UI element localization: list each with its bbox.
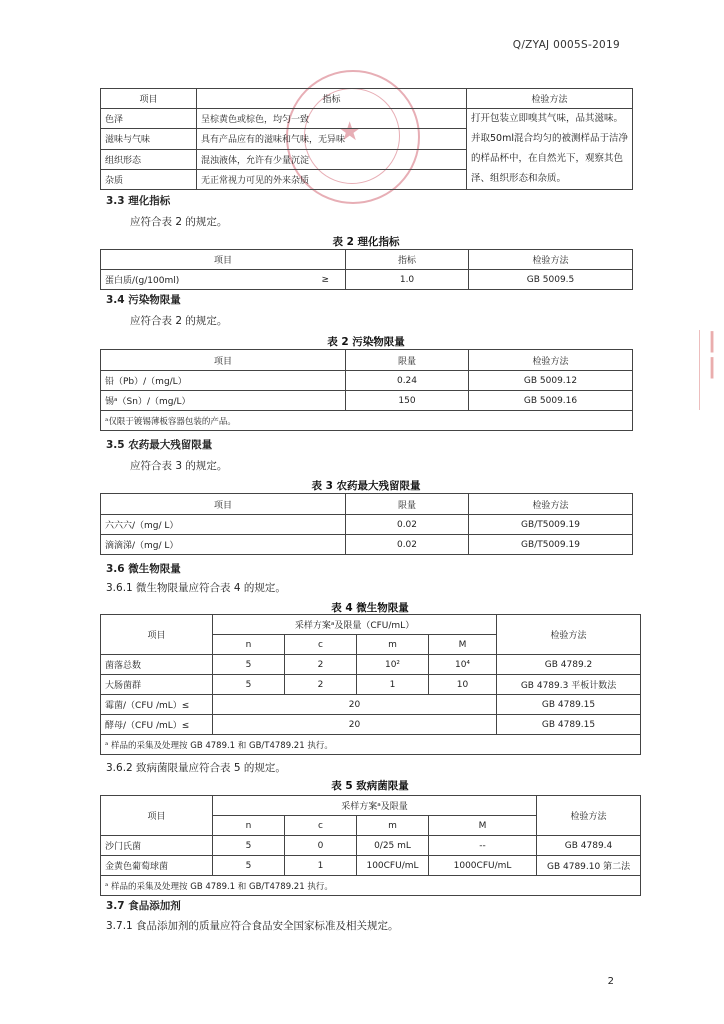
col-header-item: 项目 — [101, 615, 213, 655]
table-cell: 滴滴涕/（mg/ L） — [101, 535, 346, 555]
table-cell: GB 5009.16 — [469, 391, 633, 411]
table-cell: 0 — [285, 836, 357, 856]
table-cell: 1 — [357, 675, 429, 695]
table-cell: 10 — [429, 675, 497, 695]
table-cell: 1.0 — [346, 270, 469, 290]
table-cell: 0.24 — [346, 371, 469, 391]
table-cell: 10² — [357, 655, 429, 675]
table-caption: 表 3 农药最大残留限量 — [311, 480, 421, 492]
table-cell: 1000CFU/mL — [429, 856, 537, 876]
table-cell: 1 — [285, 856, 357, 876]
col-header-item: 项目 — [101, 250, 346, 270]
col-header-item: 项目 — [101, 350, 346, 371]
page-edge-stamp-fragment: ┃ ┃ — [699, 330, 724, 410]
table-cell: 蛋白质/(g/100ml) — [101, 270, 306, 290]
table-cell: 无正常视力可见的外来杂质 — [197, 169, 467, 189]
table-cell: 5 — [213, 675, 285, 695]
table-cell: GB 4789.15 — [497, 695, 641, 715]
table-cell: 沙门氏菌 — [101, 836, 213, 856]
table-cell: 大肠菌群 — [101, 675, 213, 695]
col-header-method: 检验方法 — [469, 350, 633, 371]
sub-header-n: n — [213, 816, 285, 836]
section-text: 应符合表 3 的规定。 — [130, 460, 228, 472]
table-cell: GB 4789.2 — [497, 655, 641, 675]
col-header-index: 指标 — [197, 89, 467, 109]
page-number: 2 — [607, 976, 614, 987]
seal-star-icon: ★ — [338, 117, 362, 147]
table-cell: 150 — [346, 391, 469, 411]
table-note: ᵃ 样品的采集及处理按 GB 4789.1 和 GB/T4789.21 执行。 — [101, 876, 641, 896]
table-cell: 菌落总数 — [101, 655, 213, 675]
table-caption: 表 2 污染物限量 — [327, 336, 405, 348]
table-cell: 20 — [213, 715, 497, 735]
pesticide-table — [100, 493, 633, 555]
table-cell: GB 4789.3 平板计数法 — [497, 675, 641, 695]
contaminant-table — [100, 349, 633, 431]
table-cell: 2 — [285, 675, 357, 695]
sub-header-c: c — [285, 635, 357, 655]
col-header-plan: 采样方案ᵃ及限量（CFU/mL） — [213, 615, 497, 635]
table-cell: 色泽 — [101, 109, 197, 129]
document-code: Q/ZYAJ 0005S-2019 — [512, 39, 620, 51]
table-cell: -- — [429, 836, 537, 856]
table-cell: 霉菌/（CFU /mL）≤ — [101, 695, 213, 715]
sub-header-c: c — [285, 816, 357, 836]
table-cell: 金黄色葡萄球菌 — [101, 856, 213, 876]
section-text: 3.7.1 食品添加剂的质量应符合食品安全国家标准及相关规定。 — [106, 920, 399, 932]
table-cell: 10⁴ — [429, 655, 497, 675]
table-cell: 组织形态 — [101, 149, 197, 169]
section-text: 3.6.2 致病菌限量应符合表 5 的规定。 — [106, 762, 286, 774]
table-cell: 5 — [213, 836, 285, 856]
sub-header-m: m — [357, 816, 429, 836]
table-cell: 具有产品应有的滋味和气味，无异味 — [197, 129, 467, 149]
pathogen-table — [100, 795, 641, 896]
table-cell: 锡ᵃ（Sn）/（mg/L） — [101, 391, 346, 411]
col-header-item: 项目 — [101, 89, 197, 109]
sub-header-n: n — [213, 635, 285, 655]
table-cell: 滋味与气味 — [101, 129, 197, 149]
col-header-method: 检验方法 — [467, 89, 633, 109]
table-cell: GB/T5009.19 — [469, 515, 633, 535]
col-header-limit: 限量 — [346, 494, 469, 515]
table-cell: 铅（Pb）/（mg/L） — [101, 371, 346, 391]
table-cell: 5 — [213, 655, 285, 675]
col-header-method: 检验方法 — [469, 494, 633, 515]
col-header-method: 检验方法 — [497, 615, 641, 655]
sensory-requirements-table — [100, 88, 633, 190]
col-header-limit: 限量 — [346, 350, 469, 371]
col-header-item: 项目 — [101, 796, 213, 836]
sensory-method-cell: 打开包装立即嗅其气味，品其滋味。并取50ml混合均匀的被测样品于洁净的样品杯中，在自然光下，观察其色泽、组织形态和杂质。 — [467, 109, 633, 190]
table-caption: 表 4 微生物限量 — [331, 602, 409, 614]
section-heading: 3.3 理化指标 — [106, 195, 171, 207]
table-cell: 呈棕黄色或棕色，均匀一致 — [197, 109, 467, 129]
col-header-item: 项目 — [101, 494, 346, 515]
table-cell: 0.02 — [346, 515, 469, 535]
table-caption: 表 2 理化指标 — [332, 236, 400, 248]
microbial-table — [100, 614, 641, 755]
section-heading: 3.6 微生物限量 — [106, 563, 181, 575]
table-cell: 0/25 mL — [357, 836, 429, 856]
table-cell: 酵母/（CFU /mL）≤ — [101, 715, 213, 735]
section-text: 应符合表 2 的规定。 — [130, 315, 228, 327]
table-cell: 2 — [285, 655, 357, 675]
col-header-index: 指标 — [346, 250, 469, 270]
table-cell: 六六六/（mg/ L） — [101, 515, 346, 535]
sub-header-m: m — [357, 635, 429, 655]
section-heading: 3.7 食品添加剂 — [106, 900, 181, 912]
sub-header-M: M — [429, 816, 537, 836]
table-cell: GB 4789.4 — [537, 836, 641, 856]
table-cell: 混浊液体，允许有少量沉淀 — [197, 149, 467, 169]
table-cell: 5 — [213, 856, 285, 876]
table-note: ᵃ 样品的采集及处理按 GB 4789.1 和 GB/T4789.21 执行。 — [101, 735, 641, 755]
section-heading: 3.4 污染物限量 — [106, 294, 181, 306]
table-cell: GB/T5009.19 — [469, 535, 633, 555]
table-cell: GB 4789.10 第二法 — [537, 856, 641, 876]
section-text: 3.6.1 微生物限量应符合表 4 的规定。 — [106, 582, 286, 594]
table-cell: 20 — [213, 695, 497, 715]
col-header-method: 检验方法 — [537, 796, 641, 836]
col-header-method: 检验方法 — [469, 250, 633, 270]
table-cell: 100CFU/mL — [357, 856, 429, 876]
table-cell: 0.02 — [346, 535, 469, 555]
table-caption: 表 5 致病菌限量 — [331, 780, 409, 792]
table-cell: GB 5009.5 — [469, 270, 633, 290]
table-cell: ≥ — [306, 270, 346, 290]
table-note: ᵃ仅限于镀锡薄板容器包装的产品。 — [101, 411, 633, 431]
sub-header-M: M — [429, 635, 497, 655]
section-heading: 3.5 农药最大残留限量 — [106, 439, 213, 451]
table-cell: 杂质 — [101, 169, 197, 189]
col-header-plan: 采样方案ᵃ及限量 — [213, 796, 537, 816]
physicochemical-table — [100, 249, 633, 290]
section-text: 应符合表 2 的规定。 — [130, 216, 228, 228]
table-cell: GB 5009.12 — [469, 371, 633, 391]
table-cell: GB 4789.15 — [497, 715, 641, 735]
